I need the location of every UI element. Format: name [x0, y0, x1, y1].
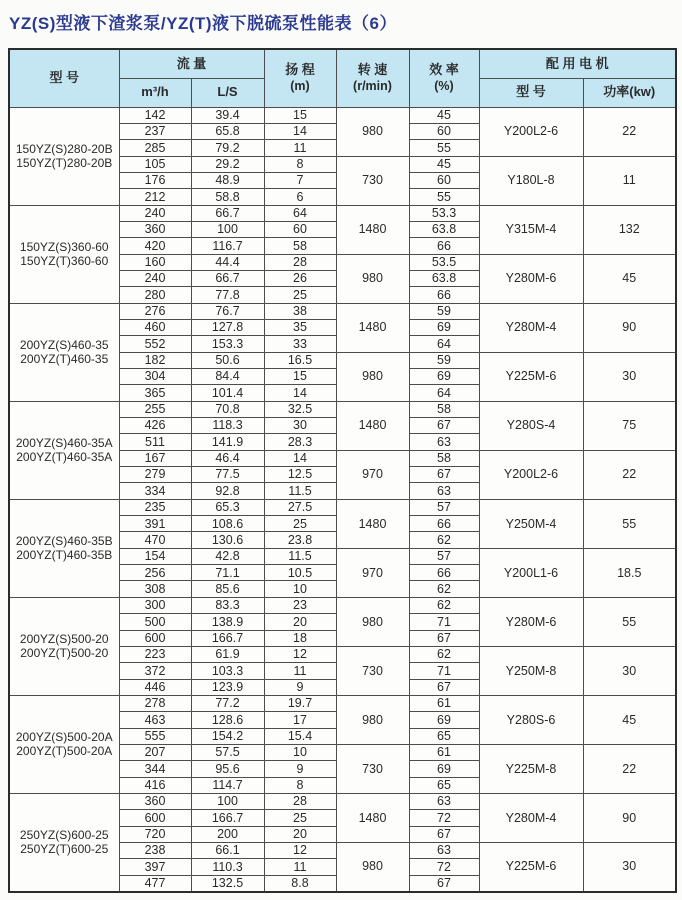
flow-m3h-cell: 308 [119, 581, 191, 597]
efficiency-cell: 67 [409, 630, 479, 646]
head-cell: 58 [264, 238, 336, 254]
flow-ls-cell: 154.2 [191, 728, 264, 744]
efficiency-cell: 58 [409, 450, 479, 466]
col-header-efficiency-unit: (%) [434, 78, 454, 93]
efficiency-cell: 63.8 [409, 221, 479, 237]
motor-power-cell: 45 [583, 254, 676, 303]
speed-cell: 730 [336, 156, 409, 205]
speed-cell: 980 [336, 107, 409, 156]
head-cell: 11.5 [264, 548, 336, 564]
flow-ls-cell: 61.9 [191, 646, 264, 662]
flow-m3h-cell: 304 [119, 369, 191, 385]
motor-power-cell: 75 [583, 401, 676, 450]
motor-power-cell: 132 [583, 205, 676, 254]
flow-m3h-cell: 300 [119, 597, 191, 613]
efficiency-cell: 63 [409, 842, 479, 858]
speed-cell: 1480 [336, 303, 409, 352]
flow-m3h-cell: 334 [119, 483, 191, 499]
efficiency-cell: 62 [409, 597, 479, 613]
flow-m3h-cell: 372 [119, 663, 191, 679]
head-cell: 16.5 [264, 352, 336, 368]
motor-model-cell: Y280S-6 [479, 695, 583, 744]
efficiency-cell: 45 [409, 156, 479, 172]
head-cell: 9 [264, 679, 336, 695]
head-cell: 25 [264, 810, 336, 826]
head-cell: 20 [264, 826, 336, 842]
efficiency-cell: 61 [409, 695, 479, 711]
flow-ls-cell: 138.9 [191, 614, 264, 630]
flow-ls-cell: 44.4 [191, 254, 264, 270]
efficiency-cell: 63 [409, 483, 479, 499]
model-name-line: 250YZ(S)600-25 [19, 828, 109, 843]
flow-ls-cell: 123.9 [191, 679, 264, 695]
flow-ls-cell: 66.7 [191, 205, 264, 221]
col-header-flow: 流 量 [119, 49, 264, 78]
efficiency-cell: 71 [409, 663, 479, 679]
col-header-speed [336, 49, 409, 107]
head-cell: 8 [264, 156, 336, 172]
flow-ls-cell: 65.3 [191, 499, 264, 515]
head-cell: 9 [264, 761, 336, 777]
flow-m3h-cell: 223 [119, 646, 191, 662]
head-cell: 7 [264, 172, 336, 188]
table-row [9, 205, 676, 221]
flow-ls-cell: 166.7 [191, 810, 264, 826]
flow-m3h-cell: 470 [119, 532, 191, 548]
efficiency-cell: 67 [409, 875, 479, 891]
flow-m3h-cell: 279 [119, 467, 191, 483]
col-header-motor: 配 用 电 机 [479, 49, 676, 78]
efficiency-cell: 45 [409, 107, 479, 123]
head-cell: 28.3 [264, 434, 336, 450]
flow-m3h-cell: 720 [119, 826, 191, 842]
motor-power-cell: 11 [583, 156, 676, 205]
motor-model-cell: Y225M-8 [479, 744, 583, 793]
flow-m3h-cell: 552 [119, 336, 191, 352]
head-cell: 33 [264, 336, 336, 352]
head-cell: 10 [264, 581, 336, 597]
flow-ls-cell: 153.3 [191, 336, 264, 352]
flow-m3h-cell: 365 [119, 385, 191, 401]
head-cell: 11 [264, 663, 336, 679]
head-cell: 8.8 [264, 875, 336, 891]
motor-model-cell: Y280M-4 [479, 303, 583, 352]
motor-model-cell: Y280S-4 [479, 401, 583, 450]
flow-ls-cell: 65.8 [191, 123, 264, 139]
table-row [9, 401, 676, 417]
efficiency-cell: 62 [409, 532, 479, 548]
col-header-head-unit: (m) [290, 78, 310, 93]
efficiency-cell: 60 [409, 172, 479, 188]
motor-power-cell: 18.5 [583, 548, 676, 597]
flow-ls-cell: 101.4 [191, 385, 264, 401]
table-row [9, 695, 676, 711]
efficiency-cell: 53.3 [409, 205, 479, 221]
speed-cell: 980 [336, 695, 409, 744]
head-cell: 30 [264, 418, 336, 434]
flow-ls-cell: 48.9 [191, 172, 264, 188]
head-cell: 14 [264, 123, 336, 139]
model-name-line: 200YZ(T)500-20 [20, 646, 109, 661]
col-header-flow-ls: L/S [191, 78, 264, 107]
flow-ls-cell: 200 [191, 826, 264, 842]
head-cell: 11.5 [264, 483, 336, 499]
head-cell: 11 [264, 140, 336, 156]
efficiency-cell: 67 [409, 679, 479, 695]
flow-ls-cell: 85.6 [191, 581, 264, 597]
head-cell: 26 [264, 270, 336, 286]
efficiency-cell: 55 [409, 140, 479, 156]
motor-model-cell: Y200L2-6 [479, 450, 583, 499]
efficiency-cell: 65 [409, 728, 479, 744]
flow-ls-cell: 118.3 [191, 418, 264, 434]
efficiency-cell: 58 [409, 401, 479, 417]
motor-power-cell: 30 [583, 646, 676, 695]
flow-ls-cell: 166.7 [191, 630, 264, 646]
model-name-line: 150YZ(T)360-60 [20, 254, 109, 269]
speed-cell: 730 [336, 646, 409, 695]
head-cell: 10 [264, 744, 336, 760]
flow-ls-cell: 114.7 [191, 777, 264, 793]
head-cell: 38 [264, 303, 336, 319]
flow-ls-cell: 132.5 [191, 875, 264, 891]
flow-m3h-cell: 278 [119, 695, 191, 711]
table-row [9, 107, 676, 123]
efficiency-cell: 62 [409, 581, 479, 597]
head-cell: 64 [264, 205, 336, 221]
speed-cell: 730 [336, 744, 409, 793]
col-header-flow-m3h: m³/h [119, 78, 191, 107]
efficiency-cell: 66 [409, 287, 479, 303]
flow-m3h-cell: 344 [119, 761, 191, 777]
speed-cell: 1480 [336, 401, 409, 450]
model-cell [9, 793, 119, 891]
col-header-head [264, 49, 336, 107]
efficiency-cell: 66 [409, 565, 479, 581]
table-body [9, 107, 676, 892]
model-name-line: 150YZ(T)280-20B [16, 156, 113, 171]
efficiency-cell: 64 [409, 336, 479, 352]
head-cell: 15 [264, 107, 336, 123]
flow-ls-cell: 116.7 [191, 238, 264, 254]
col-header-motor-model: 型 号 [479, 78, 583, 107]
flow-ls-cell: 57.5 [191, 744, 264, 760]
flow-m3h-cell: 397 [119, 859, 191, 875]
table-row [9, 303, 676, 319]
efficiency-cell: 57 [409, 548, 479, 564]
flow-ls-cell: 76.7 [191, 303, 264, 319]
model-cell [9, 695, 119, 793]
efficiency-cell: 72 [409, 859, 479, 875]
head-cell: 14 [264, 450, 336, 466]
flow-ls-cell: 39.4 [191, 107, 264, 123]
flow-m3h-cell: 460 [119, 319, 191, 335]
flow-m3h-cell: 235 [119, 499, 191, 515]
head-cell: 19.7 [264, 695, 336, 711]
model-cell [9, 303, 119, 401]
flow-m3h-cell: 276 [119, 303, 191, 319]
flow-m3h-cell: 600 [119, 810, 191, 826]
head-cell: 6 [264, 189, 336, 205]
flow-ls-cell: 29.2 [191, 156, 264, 172]
model-cell [9, 499, 119, 597]
model-cell [9, 205, 119, 303]
efficiency-cell: 59 [409, 352, 479, 368]
flow-m3h-cell: 285 [119, 140, 191, 156]
motor-power-cell: 30 [583, 842, 676, 891]
flow-ls-cell: 77.8 [191, 287, 264, 303]
motor-power-cell: 22 [583, 744, 676, 793]
efficiency-cell: 67 [409, 467, 479, 483]
flow-m3h-cell: 238 [119, 842, 191, 858]
head-cell: 15.4 [264, 728, 336, 744]
motor-model-cell: Y250M-4 [479, 499, 583, 548]
model-cell [9, 597, 119, 695]
flow-ls-cell: 128.6 [191, 712, 264, 728]
head-cell: 27.5 [264, 499, 336, 515]
flow-ls-cell: 108.6 [191, 516, 264, 532]
head-cell: 15 [264, 369, 336, 385]
efficiency-cell: 63 [409, 434, 479, 450]
head-cell: 28 [264, 254, 336, 270]
head-cell: 11 [264, 859, 336, 875]
table-row [9, 597, 676, 613]
efficiency-cell: 64 [409, 385, 479, 401]
flow-m3h-cell: 176 [119, 172, 191, 188]
motor-model-cell: Y315M-4 [479, 205, 583, 254]
flow-m3h-cell: 426 [119, 418, 191, 434]
efficiency-cell: 69 [409, 712, 479, 728]
motor-model-cell: Y250M-8 [479, 646, 583, 695]
model-name-line: 200YZ(S)460-35 [19, 338, 109, 353]
model-cell [9, 401, 119, 499]
efficiency-cell: 66 [409, 238, 479, 254]
flow-ls-cell: 50.6 [191, 352, 264, 368]
efficiency-cell: 59 [409, 303, 479, 319]
head-cell: 8 [264, 777, 336, 793]
flow-ls-cell: 83.3 [191, 597, 264, 613]
head-cell: 23 [264, 597, 336, 613]
flow-m3h-cell: 256 [119, 565, 191, 581]
motor-model-cell: Y225M-6 [479, 842, 583, 891]
pump-performance-table [8, 48, 677, 893]
flow-ls-cell: 100 [191, 221, 264, 237]
head-cell: 18 [264, 630, 336, 646]
head-cell: 35 [264, 319, 336, 335]
flow-m3h-cell: 446 [119, 679, 191, 695]
head-cell: 60 [264, 221, 336, 237]
flow-m3h-cell: 237 [119, 123, 191, 139]
flow-m3h-cell: 105 [119, 156, 191, 172]
flow-m3h-cell: 360 [119, 221, 191, 237]
flow-m3h-cell: 167 [119, 450, 191, 466]
flow-m3h-cell: 240 [119, 270, 191, 286]
head-cell: 12 [264, 842, 336, 858]
flow-ls-cell: 77.5 [191, 467, 264, 483]
motor-model-cell: Y280M-6 [479, 254, 583, 303]
flow-m3h-cell: 477 [119, 875, 191, 891]
model-name-line: 200YZ(S)460-35B [15, 534, 113, 549]
flow-ls-cell: 79.2 [191, 140, 264, 156]
flow-m3h-cell: 600 [119, 630, 191, 646]
head-cell: 25 [264, 516, 336, 532]
motor-power-cell: 45 [583, 695, 676, 744]
motor-power-cell: 55 [583, 597, 676, 646]
efficiency-cell: 71 [409, 614, 479, 630]
flow-ls-cell: 77.2 [191, 695, 264, 711]
flow-ls-cell: 92.8 [191, 483, 264, 499]
flow-m3h-cell: 160 [119, 254, 191, 270]
speed-cell: 980 [336, 254, 409, 303]
flow-m3h-cell: 420 [119, 238, 191, 254]
motor-model-cell: Y180L-8 [479, 156, 583, 205]
head-cell: 14 [264, 385, 336, 401]
table-header [9, 49, 676, 107]
model-name-line: 150YZ(S)360-60 [19, 240, 109, 255]
flow-m3h-cell: 463 [119, 712, 191, 728]
flow-m3h-cell: 255 [119, 401, 191, 417]
speed-cell: 970 [336, 548, 409, 597]
efficiency-cell: 60 [409, 123, 479, 139]
flow-ls-cell: 130.6 [191, 532, 264, 548]
motor-model-cell: Y280M-6 [479, 597, 583, 646]
motor-model-cell: Y200L2-6 [479, 107, 583, 156]
model-name-line: 150YZ(S)280-20B [15, 142, 113, 157]
flow-ls-cell: 110.3 [191, 859, 264, 875]
efficiency-cell: 63 [409, 793, 479, 809]
head-cell: 23.8 [264, 532, 336, 548]
motor-model-cell: Y200L1-6 [479, 548, 583, 597]
flow-ls-cell: 70.8 [191, 401, 264, 417]
flow-m3h-cell: 500 [119, 614, 191, 630]
flow-m3h-cell: 142 [119, 107, 191, 123]
model-name-line: 200YZ(T)460-35A [16, 450, 113, 465]
efficiency-cell: 65 [409, 777, 479, 793]
head-cell: 17 [264, 712, 336, 728]
flow-m3h-cell: 416 [119, 777, 191, 793]
efficiency-cell: 69 [409, 761, 479, 777]
efficiency-cell: 63.8 [409, 270, 479, 286]
flow-m3h-cell: 391 [119, 516, 191, 532]
speed-cell: 980 [336, 842, 409, 891]
model-name-line: 200YZ(S)460-35A [15, 436, 113, 451]
flow-ls-cell: 58.8 [191, 189, 264, 205]
motor-model-cell: Y280M-4 [479, 793, 583, 842]
speed-cell: 970 [336, 450, 409, 499]
efficiency-cell: 57 [409, 499, 479, 515]
flow-m3h-cell: 182 [119, 352, 191, 368]
flow-ls-cell: 141.9 [191, 434, 264, 450]
head-cell: 28 [264, 793, 336, 809]
flow-m3h-cell: 511 [119, 434, 191, 450]
flow-ls-cell: 71.1 [191, 565, 264, 581]
efficiency-cell: 69 [409, 369, 479, 385]
head-cell: 12.5 [264, 467, 336, 483]
col-header-model: 型 号 [9, 49, 119, 107]
model-name-line: 250YZ(T)600-25 [20, 842, 109, 857]
flow-ls-cell: 42.8 [191, 548, 264, 564]
model-name-line: 200YZ(T)460-35 [20, 352, 109, 367]
head-cell: 32.5 [264, 401, 336, 417]
col-header-motor-power: 功率(kw) [583, 78, 676, 107]
speed-cell: 1480 [336, 793, 409, 842]
flow-ls-cell: 100 [191, 793, 264, 809]
page-title: YZ(S)型液下渣浆泵/YZ(T)液下脱硫泵性能表（6） [9, 14, 397, 33]
model-cell [9, 107, 119, 205]
flow-ls-cell: 103.3 [191, 663, 264, 679]
flow-m3h-cell: 240 [119, 205, 191, 221]
model-name-line: 200YZ(S)500-20A [15, 730, 113, 745]
col-header-speed-unit: (r/min) [353, 78, 392, 93]
table-row [9, 499, 676, 515]
speed-cell: 1480 [336, 499, 409, 548]
efficiency-cell: 67 [409, 826, 479, 842]
flow-m3h-cell: 212 [119, 189, 191, 205]
head-cell: 20 [264, 614, 336, 630]
efficiency-cell: 61 [409, 744, 479, 760]
speed-cell: 980 [336, 352, 409, 401]
motor-power-cell: 22 [583, 107, 676, 156]
efficiency-cell: 67 [409, 418, 479, 434]
flow-ls-cell: 66.1 [191, 842, 264, 858]
efficiency-cell: 53.5 [409, 254, 479, 270]
header-row-1 [9, 49, 676, 78]
model-name-line: 200YZ(T)500-20A [16, 744, 113, 759]
flow-m3h-cell: 360 [119, 793, 191, 809]
efficiency-cell: 55 [409, 189, 479, 205]
flow-m3h-cell: 280 [119, 287, 191, 303]
head-cell: 12 [264, 646, 336, 662]
col-header-efficiency [409, 49, 479, 107]
motor-power-cell: 22 [583, 450, 676, 499]
efficiency-cell: 69 [409, 319, 479, 335]
efficiency-cell: 62 [409, 646, 479, 662]
efficiency-cell: 66 [409, 516, 479, 532]
flow-ls-cell: 84.4 [191, 369, 264, 385]
col-header-head-label: 扬 程 [285, 62, 315, 78]
flow-ls-cell: 46.4 [191, 450, 264, 466]
flow-ls-cell: 95.6 [191, 761, 264, 777]
flow-ls-cell: 127.8 [191, 319, 264, 335]
col-header-efficiency-label: 效 率 [429, 62, 459, 78]
flow-ls-cell: 66.7 [191, 270, 264, 286]
flow-m3h-cell: 555 [119, 728, 191, 744]
motor-power-cell: 30 [583, 352, 676, 401]
head-cell: 10.5 [264, 565, 336, 581]
motor-model-cell: Y225M-6 [479, 352, 583, 401]
speed-cell: 980 [336, 597, 409, 646]
flow-m3h-cell: 207 [119, 744, 191, 760]
efficiency-cell: 72 [409, 810, 479, 826]
col-header-speed-label: 转 速 [357, 62, 388, 78]
head-cell: 25 [264, 287, 336, 303]
flow-m3h-cell: 154 [119, 548, 191, 564]
model-name-line: 200YZ(T)460-35B [16, 548, 113, 563]
motor-power-cell: 90 [583, 303, 676, 352]
motor-power-cell: 55 [583, 499, 676, 548]
model-name-line: 200YZ(S)500-20 [19, 632, 109, 647]
motor-power-cell: 90 [583, 793, 676, 842]
table-row [9, 793, 676, 809]
speed-cell: 1480 [336, 205, 409, 254]
